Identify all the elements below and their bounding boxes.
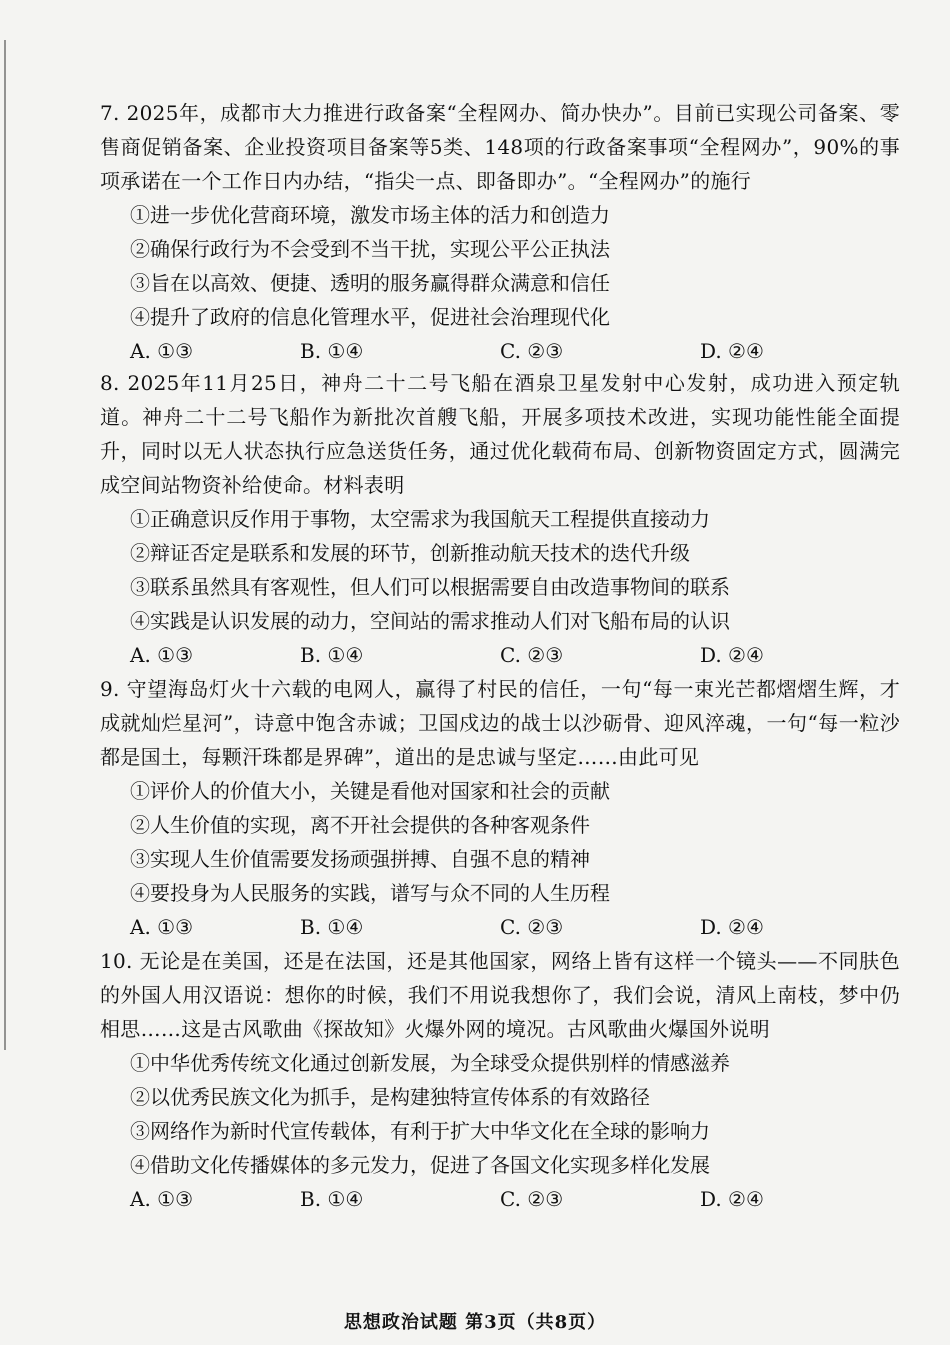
statement-2: ②人生价值的实现，离不开社会提供的各种客观条件 [130, 813, 590, 837]
option-b[interactable]: B. ①④ [300, 915, 364, 939]
statement-3: ③旨在以高效、便捷、透明的服务赢得群众满意和信任 [130, 271, 610, 295]
statement-3: ③实现人生价值需要发扬顽强拼搏、自强不息的精神 [130, 847, 590, 871]
option-a[interactable]: A. ①③ [130, 643, 194, 667]
option-c[interactable]: C. ②③ [500, 915, 564, 939]
question-8 [100, 366, 900, 672]
statement-4: ④要投身为人民服务的实践，谱写与众不同的人生历程 [130, 881, 610, 905]
statement-3: ③联系虽然具有客观性，但人们可以根据需要自由改造事物间的联系 [130, 575, 730, 599]
statement-2: ②确保行政行为不会受到不当干扰，实现公平公正执法 [130, 237, 610, 261]
statement-1: ①评价人的价值大小，关键是看他对国家和社会的贡献 [130, 779, 610, 803]
statement-4: ④实践是认识发展的动力，空间站的需求推动人们对飞船布局的认识 [130, 609, 730, 633]
statement-2: ②以优秀民族文化为抓手，是构建独特宣传体系的有效路径 [130, 1085, 650, 1109]
option-a[interactable]: A. ①③ [130, 915, 194, 939]
scan-edge-line [4, 40, 6, 1050]
option-c[interactable]: C. ②③ [500, 643, 564, 667]
statement-4: ④提升了政府的信息化管理水平，促进社会治理现代化 [130, 305, 610, 329]
answer-options [100, 1182, 900, 1216]
question-7 [100, 96, 900, 368]
statement-3: ③网络作为新时代宣传载体，有利于扩大中华文化在全球的影响力 [130, 1119, 710, 1143]
answer-options [100, 638, 900, 672]
statement-1: ①进一步优化营商环境，激发市场主体的活力和创造力 [130, 203, 610, 227]
option-c[interactable]: C. ②③ [500, 1187, 564, 1211]
answer-options [100, 334, 900, 368]
option-a[interactable]: A. ①③ [130, 339, 194, 363]
question-10 [100, 944, 900, 1216]
option-b[interactable]: B. ①④ [300, 1187, 364, 1211]
question-stem: 10. 无论是在美国，还是在法国，还是其他国家，网络上皆有这样一个镜头——不同肤色的外国人用汉语说：想你的时候，我们不用说我想你了，我们会说，清风上南枝，梦中仍相思……这是古风歌曲《探故知》火爆外网的境况。古风歌曲火爆国外说明 [100, 949, 900, 1041]
option-b[interactable]: B. ①④ [300, 643, 364, 667]
option-d[interactable]: D. ②④ [700, 339, 764, 363]
statement-1: ①正确意识反作用于事物，太空需求为我国航天工程提供直接动力 [130, 507, 710, 531]
statement-4: ④借助文化传播媒体的多元发力，促进了各国文化实现多样化发展 [130, 1153, 710, 1177]
question-stem: 9. 守望海岛灯火十六载的电网人，赢得了村民的信任，一句“每一束光芒都熠熠生辉，才成就灿烂星河”，诗意中饱含赤诚；卫国戍边的战士以沙砺骨、迎风淬魂，一句“每一粒沙都是国土，每颗汗珠都是界碑”，道出的是忠诚与坚定……由此可见 [100, 677, 900, 769]
option-a[interactable]: A. ①③ [130, 1187, 194, 1211]
option-d[interactable]: D. ②④ [700, 915, 764, 939]
option-b[interactable]: B. ①④ [300, 339, 364, 363]
answer-options [100, 910, 900, 944]
statement-2: ②辩证否定是联系和发展的环节，创新推动航天技术的迭代升级 [130, 541, 690, 565]
option-d[interactable]: D. ②④ [700, 1187, 764, 1211]
option-c[interactable]: C. ②③ [500, 339, 564, 363]
option-d[interactable]: D. ②④ [700, 643, 764, 667]
question-stem: 7. 2025年，成都市大力推进行政备案“全程网办、简办快办”。目前已实现公司备案、零售商促销备案、企业投资项目备案等5类、148项的行政备案事项“全程网办”，90%的事项承诺在一个工作日内办结，“指尖一点、即备即办”。“全程网办”的施行 [100, 101, 900, 193]
statement-1: ①中华优秀传统文化通过创新发展，为全球受众提供别样的情感滋养 [130, 1051, 730, 1075]
question-stem: 8. 2025年11月25日，神舟二十二号飞船在酒泉卫星发射中心发射，成功进入预定轨道。神舟二十二号飞船作为新批次首艘飞船，开展多项技术改进，实现功能性能全面提升，同时以无人状态执行应急送货任务，通过优化载荷布局、创新物资固定方式，圆满完成空间站物资补给使命。材料表明 [100, 371, 900, 497]
page-footer: 思想政治试题 第3页（共8页） [343, 1312, 607, 1333]
question-9 [100, 672, 900, 944]
